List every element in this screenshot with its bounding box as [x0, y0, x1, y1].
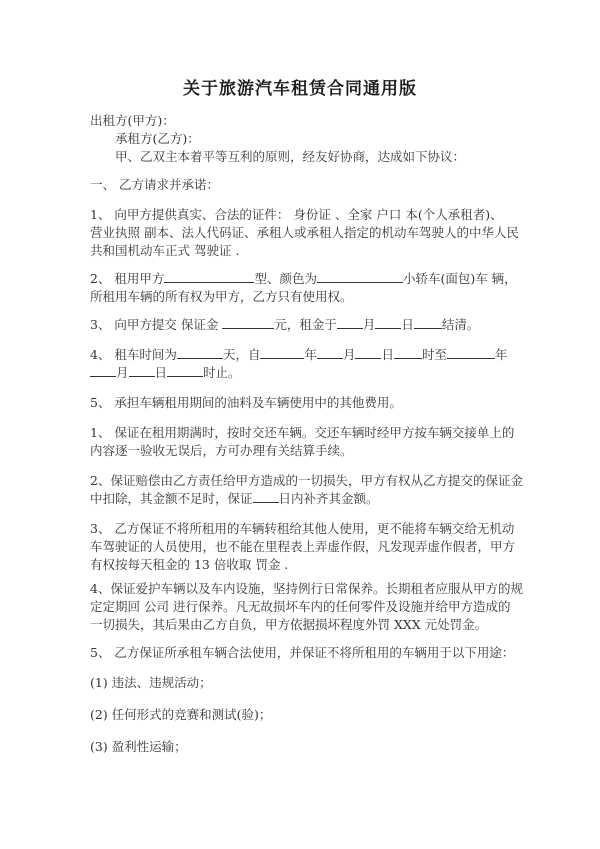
guarantee4-line3: 一切损失，其后果由乙方自负，甲方依据损坏程度外罚 XXX 元处罚金。: [90, 617, 488, 632]
guarantee5-line: 5、 乙方保证所承租车辆合法使用，并保证不将所租用的车辆用于以下用途：: [90, 645, 515, 660]
item3-text-d: 日: [401, 317, 414, 332]
guarantee1-line2: 内容逐一验收无误后，方可办理有关结算手续。: [90, 443, 353, 458]
item3-text-a: 3、 向甲方提交 保证金: [90, 317, 223, 332]
item2-text-c: 小轿车(面包)车 辆，: [402, 271, 517, 286]
end-month-blank[interactable]: [90, 364, 116, 377]
item4-text-c: 年: [304, 347, 317, 362]
item5-line: 5、 承担车辆租用期间的油料及车辆使用中的其他费用。: [90, 395, 402, 410]
item3-text-c: 月: [362, 317, 376, 332]
item4-text-b: 天，自: [222, 347, 261, 362]
item2-line1: [90, 270, 517, 288]
item1-line3: 共和国机动车正式 驾驶证 .: [90, 243, 240, 258]
guarantee4-line1: 4、保证爱护车辆以及车内设施，坚持例行日常保养。长期租者应服从甲方的规: [90, 581, 523, 596]
end-day-blank[interactable]: [129, 364, 155, 377]
item4-text-j: 时止。: [203, 365, 241, 380]
guarantee3-line1: 3、 乙方保证不将所租用的车辆转租给其他人使用，更不能将车辆交给无机动: [90, 521, 515, 536]
lessee-line: 承租方(乙方)：: [115, 131, 200, 146]
preamble: 甲、乙双主本着平等互利的原则，经友好协商，达成如下协议：: [115, 149, 466, 164]
item1-line2: 营业执照 副本、法人代码证、承租人或承租人指定的机动车驾驶人的中华人民: [90, 225, 519, 240]
item4-text-d: 月: [342, 347, 356, 362]
end-hour-blank[interactable]: [167, 364, 203, 377]
guarantee1-line1: 1、 保证在租用期满时，按时交还车辆。交还车辆时经甲方按车辆交接单上的: [90, 425, 515, 440]
lessor-line: 出租方(甲方)：: [90, 113, 175, 128]
item3-text-b: 元，租金于: [274, 317, 337, 332]
guarantee3-line2: 车驾驶证的人员使用，也不能在里程表上弄虚作假，凡发现弄虚作假者，甲方: [90, 539, 516, 554]
use-item-3: (3) 盈利性运输；: [90, 739, 187, 754]
item4-text-g: 年: [495, 347, 508, 362]
item4-line1: [90, 346, 508, 364]
item3-text-e: 结清。: [441, 317, 480, 332]
guarantee2-line2: [90, 490, 379, 508]
deposit-blank[interactable]: [222, 316, 274, 329]
item1-line1: 1、 向甲方提供真实、合法的证件： 身份证 、全家 户口 本(个人承租者)、: [90, 207, 503, 222]
item4-text-a: 4、 租车时间为: [90, 347, 177, 362]
item3-line: [90, 316, 479, 334]
start-day-blank[interactable]: [355, 346, 381, 359]
start-year-blank[interactable]: [260, 346, 304, 359]
item4-line2: [90, 364, 241, 382]
use-item-2: (2) 任何形式的竞赛和测试(验)；: [90, 707, 272, 722]
guarantee2-line1: 2、保证赔偿由乙方责任给甲方造成的一切损失，甲方有权从乙方提交的保证金: [90, 473, 523, 488]
month-blank[interactable]: [337, 316, 363, 329]
item4-text-e: 日: [381, 347, 394, 362]
item4-text-f: 时至: [422, 347, 448, 362]
end-year-blank[interactable]: [447, 346, 495, 359]
item2-line2: 所租用车辆的所有权为甲方，乙方只有使用权。: [90, 289, 353, 304]
guarantee4-line2: 定定期回 公司 进行保养。凡无故损坏车内的任何零件及设施并给甲方造成的: [90, 599, 511, 614]
start-month-blank[interactable]: [317, 346, 343, 359]
settle-blank[interactable]: [414, 316, 442, 329]
guarantee2-text-a: 中扣除，其金额不足时，保证: [90, 491, 253, 506]
item2-text-a: 2、 租用甲方: [90, 271, 165, 286]
document-title: 关于旅游汽车租赁合同通用版: [183, 79, 417, 99]
item4-text-i: 日: [154, 365, 168, 380]
use-item-1: (1) 违法、违规活动；: [90, 675, 212, 690]
days-blank[interactable]: [177, 346, 223, 359]
model-blank[interactable]: [164, 270, 254, 283]
makeup-days-blank[interactable]: [253, 490, 279, 503]
section-heading-1: 一、 乙方请求并承诺：: [90, 177, 219, 192]
item4-text-h: 月: [116, 365, 129, 380]
day-blank[interactable]: [375, 316, 401, 329]
guarantee2-text-b: 日内补齐其金额。: [278, 491, 379, 506]
guarantee3-line3: 有权按每天租金的 13 倍收取 罚金 .: [90, 557, 289, 572]
color-blank[interactable]: [317, 270, 403, 283]
item2-text-b: 型、颜色为: [254, 271, 317, 286]
start-hour-blank[interactable]: [394, 346, 422, 359]
